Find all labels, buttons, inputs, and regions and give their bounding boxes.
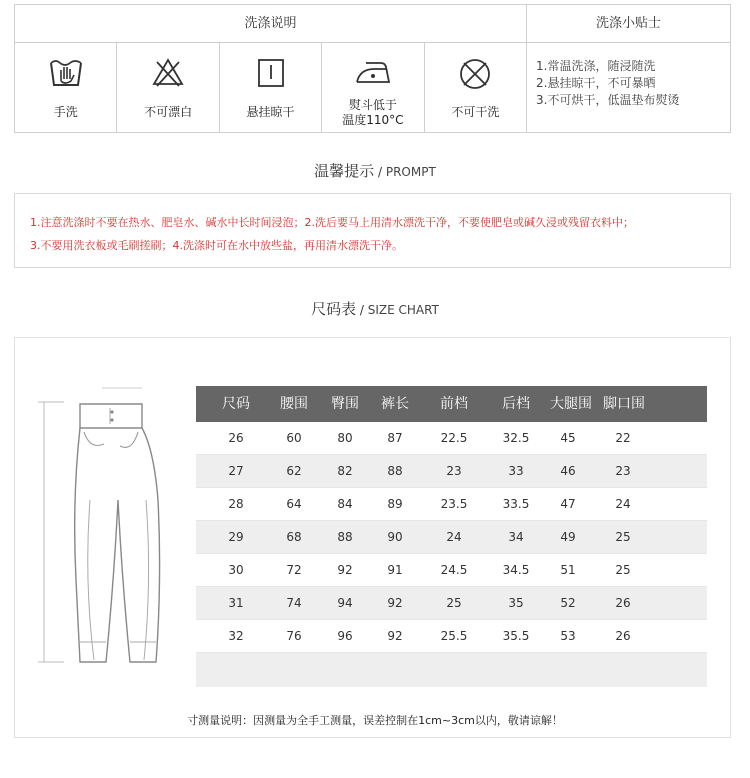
table-cell: 91 xyxy=(387,563,403,577)
care-cell-no-bleach xyxy=(117,43,219,132)
header-cell: 后档 xyxy=(502,396,530,412)
header-cell: 臀围 xyxy=(331,396,359,412)
table-row xyxy=(196,554,707,587)
table-cell: 49 xyxy=(560,530,576,544)
care-tip-item: 1.常温洗涤，随浸随洗 xyxy=(536,59,656,73)
table-cell: 82 xyxy=(337,464,353,478)
care-icons-row xyxy=(15,43,527,132)
table-cell: 25.5 xyxy=(440,629,468,643)
table-cell: 27 xyxy=(228,464,244,478)
table-cell: 25 xyxy=(615,563,631,577)
table-cell: 92 xyxy=(387,596,403,610)
iron-low-icon xyxy=(354,57,392,87)
care-label-hand-wash: 手洗 xyxy=(53,105,78,119)
prompt-box xyxy=(14,193,731,268)
care-tips-title: 洗涤小贴士 xyxy=(527,5,730,43)
prompt-line-1: 1.注意洗涤时不要在热水、肥皂水、碱水中长时间浸泡；2.洗后要马上用清水漂洗干净，不要使肥皂或碱久浸或残留衣料中； xyxy=(30,216,634,229)
size-table xyxy=(196,386,707,687)
table-cell: 94 xyxy=(337,596,353,610)
table-cell: 47 xyxy=(560,497,576,511)
table-cell: 35.5 xyxy=(502,629,530,643)
table-cell: 22 xyxy=(615,431,631,445)
header-cell: 脚口围 xyxy=(603,396,645,412)
size-chart-title-sep: / xyxy=(356,303,368,317)
care-cell-no-dry-clean xyxy=(425,43,526,132)
table-cell: 26 xyxy=(615,596,631,610)
table-cell: 22.5 xyxy=(440,431,468,445)
table-cell: 32.5 xyxy=(502,431,530,445)
table-cell: 23 xyxy=(615,464,631,478)
table-cell: 25 xyxy=(615,530,631,544)
table-cell: 96 xyxy=(337,629,353,643)
table-cell: 89 xyxy=(387,497,403,511)
table-cell: 51 xyxy=(560,563,576,577)
table-cell: 92 xyxy=(337,563,353,577)
table-cell: 33.5 xyxy=(502,497,530,511)
size-chart-title-cn: 尺码表 xyxy=(311,300,357,318)
no-dry-clean-icon xyxy=(458,57,492,91)
table-cell: 26 xyxy=(228,431,244,445)
care-label-hang-dry: 悬挂晾干 xyxy=(246,105,295,119)
care-tips-list xyxy=(536,58,726,109)
care-label-iron-line1: 熨斗低于 xyxy=(348,98,397,112)
table-cell: 90 xyxy=(387,530,403,544)
table-cell: 53 xyxy=(560,629,576,643)
header-cell: 腰围 xyxy=(280,396,308,412)
pants-diagram-icon xyxy=(24,380,184,680)
table-cell: 30 xyxy=(228,563,244,577)
hang-dry-icon xyxy=(256,57,286,89)
table-cell: 88 xyxy=(387,464,403,478)
care-cell-hand-wash xyxy=(15,43,117,132)
size-chart-title-en: SIZE CHART xyxy=(367,303,439,317)
header-cell: 裤长 xyxy=(381,396,409,412)
table-cell: 84 xyxy=(337,497,353,511)
table-cell: 74 xyxy=(286,596,302,610)
table-cell: 24.5 xyxy=(440,563,468,577)
table-cell: 45 xyxy=(560,431,576,445)
care-label-no-dry-clean: 不可干洗 xyxy=(451,105,500,119)
table-cell: 64 xyxy=(286,497,302,511)
table-row xyxy=(196,455,707,488)
table-cell: 80 xyxy=(337,431,353,445)
table-cell: 28 xyxy=(228,497,244,511)
table-cell: 33 xyxy=(508,464,524,478)
care-cell-iron xyxy=(322,43,424,132)
table-cell: 34.5 xyxy=(502,563,530,577)
prompt-line-2: 3.不要用洗衣板或毛刷搓刷；4.洗涤时可在水中放些盐，再用清水漂洗干净。 xyxy=(30,239,403,252)
table-cell: 87 xyxy=(387,431,403,445)
table-cell: 60 xyxy=(286,431,302,445)
table-cell: 25 xyxy=(446,596,462,610)
table-cell: 23 xyxy=(446,464,462,478)
table-cell: 31 xyxy=(228,596,244,610)
table-cell: 46 xyxy=(560,464,576,478)
care-label-iron-line2: 温度110°C xyxy=(342,113,404,127)
header-cell: 前档 xyxy=(440,396,468,412)
size-chart-title xyxy=(0,298,750,319)
table-cell: 29 xyxy=(228,530,244,544)
table-cell: 24 xyxy=(615,497,631,511)
table-cell: 88 xyxy=(337,530,353,544)
table-cell: 26 xyxy=(615,629,631,643)
table-row xyxy=(196,587,707,620)
table-cell: 72 xyxy=(286,563,302,577)
care-tip-item: 3.不可烘干，低温垫布熨烫 xyxy=(536,93,680,107)
panel-top-border xyxy=(14,337,236,338)
table-row xyxy=(196,488,707,521)
care-tip-item: 2.悬挂晾干，不可暴晒 xyxy=(536,76,656,90)
prompt-title xyxy=(0,160,750,181)
header-cell: 尺码 xyxy=(222,396,250,412)
care-label-iron xyxy=(322,98,423,128)
prompt-title-cn: 温馨提示 xyxy=(314,162,375,180)
care-label-no-bleach: 不可漂白 xyxy=(144,105,193,119)
no-bleach-icon xyxy=(151,57,185,87)
table-cell: 34 xyxy=(508,530,524,544)
table-row xyxy=(196,422,707,455)
table-cell: 62 xyxy=(286,464,302,478)
header-cell: 大腿围 xyxy=(550,396,592,412)
table-row xyxy=(196,521,707,554)
table-cell: 23.5 xyxy=(440,497,468,511)
table-cell: 24 xyxy=(446,530,462,544)
table-row xyxy=(196,620,707,653)
table-cell: 68 xyxy=(286,530,302,544)
table-cell: 32 xyxy=(228,629,244,643)
table-cell: 76 xyxy=(286,629,302,643)
care-title: 洗涤说明 xyxy=(15,5,527,43)
hand-wash-icon xyxy=(49,57,83,89)
table-cell: 35 xyxy=(508,596,524,610)
measurement-note: 寸测量说明：因测量为全手工测量，误差控制在1cm~3cm以内，敬请谅解！ xyxy=(187,714,563,727)
table-cell: 92 xyxy=(387,629,403,643)
panel-top-border xyxy=(236,337,731,338)
prompt-title-sep: / xyxy=(374,165,386,179)
size-table-footer xyxy=(196,653,707,687)
size-table-header xyxy=(196,386,707,422)
prompt-title-en: PROMPT xyxy=(385,165,436,179)
table-cell: 52 xyxy=(560,596,576,610)
care-cell-hang-dry xyxy=(220,43,322,132)
